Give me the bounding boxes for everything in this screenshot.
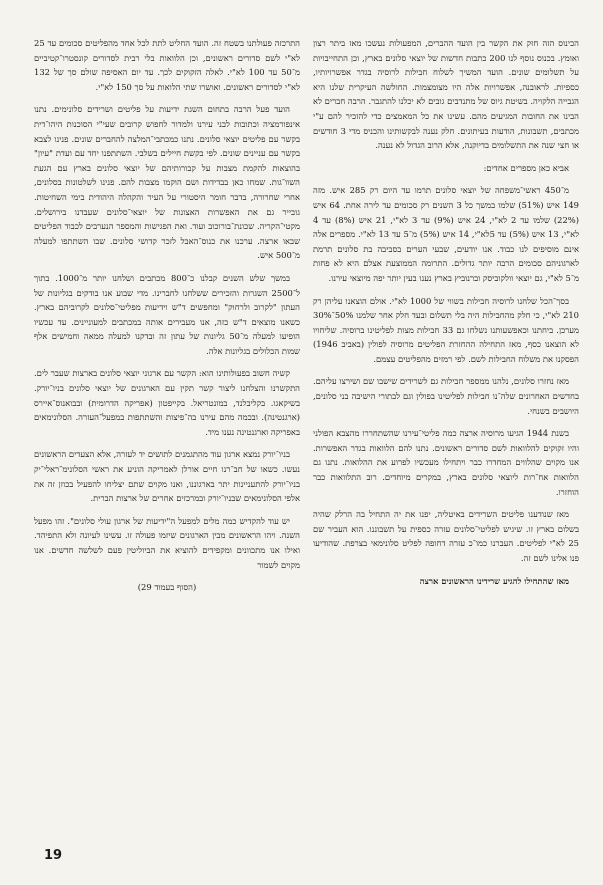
paragraph: אביא כאן מספרים אחדים: (483, 162, 569, 173)
paragraph: מאז נחזרו סלונים, נלהנו ממספר חבילות גם לשרידים שישבו שם ושירצו עליהם. בחדשים האחרונים שלה־נו חבילות לפליטינו בפולין וגם לבתורי הישיבה בני סלונים, היושבים בשנחי. (313, 376, 579, 416)
paragraph: הועד פעל הרבה בתחום השגת ידיעות על פליטים ושרידים סלונימים. נתנו אינפורמציה וכתובות לבני עירנו ולמדור לחפוש קרובים שעי"י הסוכנות היהו־דית בקשר עם פליטים יוצאי סלונים. נתנו כמכתבי־המלצה להחברים שונים. פנינו לצבא בקשר עם עניינים שונים. לפי בקשת חיילים בשלבי. השתתפנו יחד עם ועדת "עיון" בהוצאות להקמת מצבות על קבורותיהם של יוצאי סלונים בארץ עם הגעת השוו־גות. שמחו כאן בבדידות ושם הוקמו מצבות להם. פנינו לשלטונות בסלונים, אחרי שחרורה, בדבר חומר היסטורי על העיר והקהלה היהודית בימי השחיטות. גובייר גם את האפשרות האצונות של יוצאי־סלונים שעבדנו בירושלים. מקטי־הקריה. שכונת־בורוכוב ועוד. ואת הפגישות והמספר הנערבים לכבוד הפליטים שבאו ארצה. ערכנו את כנוס־האבל לזכר קדושי סלונים. שבו השתתפו למעלה מ־500 איש. (34, 104, 300, 261)
paragraph: בשנת 1944 הגיעו מרוסיה ארצה כמה פליטי־עירנו שהשתחררו מהצבא הפולני והיו זקוקים להלוואות לשם סדורים ראשונים. נתנו להם הלוואות בגדר האפשרות. אנו מקוים שהלווים המחדרו כבר ויתחילו מעכשיו לפרוע את ההלואות. נתנו גם הלוואות אח־רות ליוצאי סלונים בארץ, במקרים מיוחדים. רוב התלוואות כבר הוחזרו. (313, 428, 579, 497)
paragraph: מאז שנודענו פליטים השרידים באיטליה, יפנו את יה התחיל בה הרלק שהיה בשלום בארץ זו. שיגיש לפליטי־סלונים עזרה כספית על תשבוננו. הוא העביר שם 25 לא"י לפליטים. העברנו כמו־כ עזרה דחופה לפליט סלונימאי בצרפת. שהודיעו פנו אלינו לשם זה. (313, 509, 579, 563)
paragraph: הכינוס הזה חזק את הקשר בין הועד ההברים, המפעולות נעשכו מאז ביתר רצון ואומץ. בכנוס נוסף לנו 200 כתבות חדשות של יוצאי סלונים בארץ, וכן התחייבויות על תשלומים שונים. הועד המשיך לשלוח חבילות לרוסיה בגדר אפשרויותיו, כספיות. לראובנה, אפשרויות אלה היו מצומצמות. החולשה העיקרית שלנו היא הגבייה הלקויה. בשיטת גיוס של מתנדבים גובים לא יכלנו להתגבר. הרבה חברים לא הבינו את החובות המגיעים מהם. עשינו את כל המאמצים כדי להזכיר להם ע"י מכתבים, תשבונות, הודעות בעיתונים. חלק נענה לבקשותינו והכניס מדי 3 חודשים או חצי שנה את התשלומים בדיוקנה, אלא הרוב הגדול לא נענה. (313, 38, 579, 151)
paragraph: קשיה חשוב בפעולותינו הוא: הקשר עם ארגוני יוצאי סלונים בארצות שעבר לים. התקשרנו והצלחנו ליצור קשר תקין עם הארגונים של יוצאי סלונים בניו־יורק. בשיקאגו. בקליבלנד, במונטריאל. בקייפטון (אפריקה הדרומית) ובבואנוס־איירס (ארגנטינה). ובכמה מהם עירנו בה־פיצות והשתתפות במפעל־העזרה. הסלונימאים באפריקה וארגנטינה נענו מיד. (34, 368, 300, 437)
right-column (313, 36, 579, 856)
paragraph: התרכזה פעולתנו בשטח זה. הועד החליט לתת לכל אחד מהפליטים סכומים עד 25 לא"י לשם סדורים ראשונים, וכן הלוואות בלי רבית לסדורים קונסטרו־קטיביים מ־50 עד 100 לא"י. לאלה הזקוקים לכך. עד יום האסיפה שולם סך של 132 לא"י לסדורים ראשונים. ואושרו שתי הלואות על סך 150 לא"י. (34, 38, 300, 92)
continued-note: (הסוף בעמוד 29) (137, 582, 197, 593)
paragraph: מאז שהתחילו להגיע שרידינו הראשונים ארצה (419, 575, 569, 586)
paragraph: בניו־יורק נמצא ארגון עוד מהתגמנים לתושים יד לעזרה, אלא הצעדים הראשונים נעשו. כשאו של חב־רנו חיים אורלן לאמריקה הוניע את ראשי הסלונימ־ראלי־יק בניו־יורק להתעניינות יתר בארגוננו, ואנו מקוים שתם יצליחו להפעיל בכוזן זה את אלפי הסלונימאים שבניו־יורק ובמרכזים אחרים של ארצות הברית. (34, 449, 300, 504)
paragraph: יש עוד להקדיש כמה מלים למפעל ה"ידיעות של ארגון עולי סלונים". זהו מפעל השנה. ויהו הראשונים מבין הארגונים שיזמו פעולה זו. עשינו לעיונה ולא התפיהד. ואילו אנו מתכוונים ומקפידים להוציא את הביוליטין פעם לשלשה חדשים. אנו מקוים לשמור (34, 515, 300, 570)
paragraph: מ־450 ראשי־משפחה של יוצאי סלונים תרמו עד היום רק 285 איש. מזה 149 איש (51%) שלמו במשך כל 3 השנים רק סכומים עד לירה אחת. 64 איש (22%) שלמו עד 2 לא"י, 24 איש (9%) עד 3 לא"י, 21 איש (8%) עד 4 לא"י, 13 איש (5%) עד 5לא"י, 14 איש (5%) מ־5 עד 13 לא"י. מספרים אלה אינם מוסיפים לנו כבוד. אנו יודעים, שבעי הערים בסביבה בת סלונים תרמת לארגוניהם סכומים הרבה יותר גדולים. התרומה הממוצעת אצלם היא לא פחות מ־5 לא"י, גם יוצאי וולקוביסק וברנוביץ בארץ נענו בעין יותר יפה מיוצאי עירנו. (313, 185, 579, 283)
page-number: 19 (44, 848, 63, 863)
left-column (34, 36, 300, 856)
paragraph: בסך־הכל שלחנו לרוסיה חבילות בשווי של 1000 לא"י. אולם הוצאנו עליהן רק 210 לא"י, כי חלק מהחבילות היה בלי תשלום ובעד חלק אחר שלמנו 50%־30% מערכן. ביחתנו וכאפשעותנו נשלחו גם 33 חבילות מצות לפליטינו ברוסיה. שליחויו לא הוצאנו כסף, מאז התחילה ההחזרת הפליטים מרוסיה לפולין (באביב 1946) הפסקנו את משלוח החבילות לשם. לפי רמזים מהפליטים עצמם. (313, 295, 579, 364)
paragraph: במשך שלש השנים קבלנו כ־800 מכתבים ושלחנו יותר מ־1000. בתוך ל־2500 השגרות והזכירים ששלחנו לחברינו. מדי שבוע אנו בודקים בגליונות של העתון "לקרוב ולרחוק" ומחפשים ד"ש וידיעות מפליטי־סלונים לקרוביהם בארץ. כשאנו מוצאים ד"ש כזה, אנו מעבירים אותה במכתבים למעוניינים. עד עכשיו הופיעו למעלה מ־50 גליונות של עתון זה ובדקנו למעלה ממאה וחמישים אלף שמות הכלולים בגליונות אלה. (34, 272, 300, 356)
